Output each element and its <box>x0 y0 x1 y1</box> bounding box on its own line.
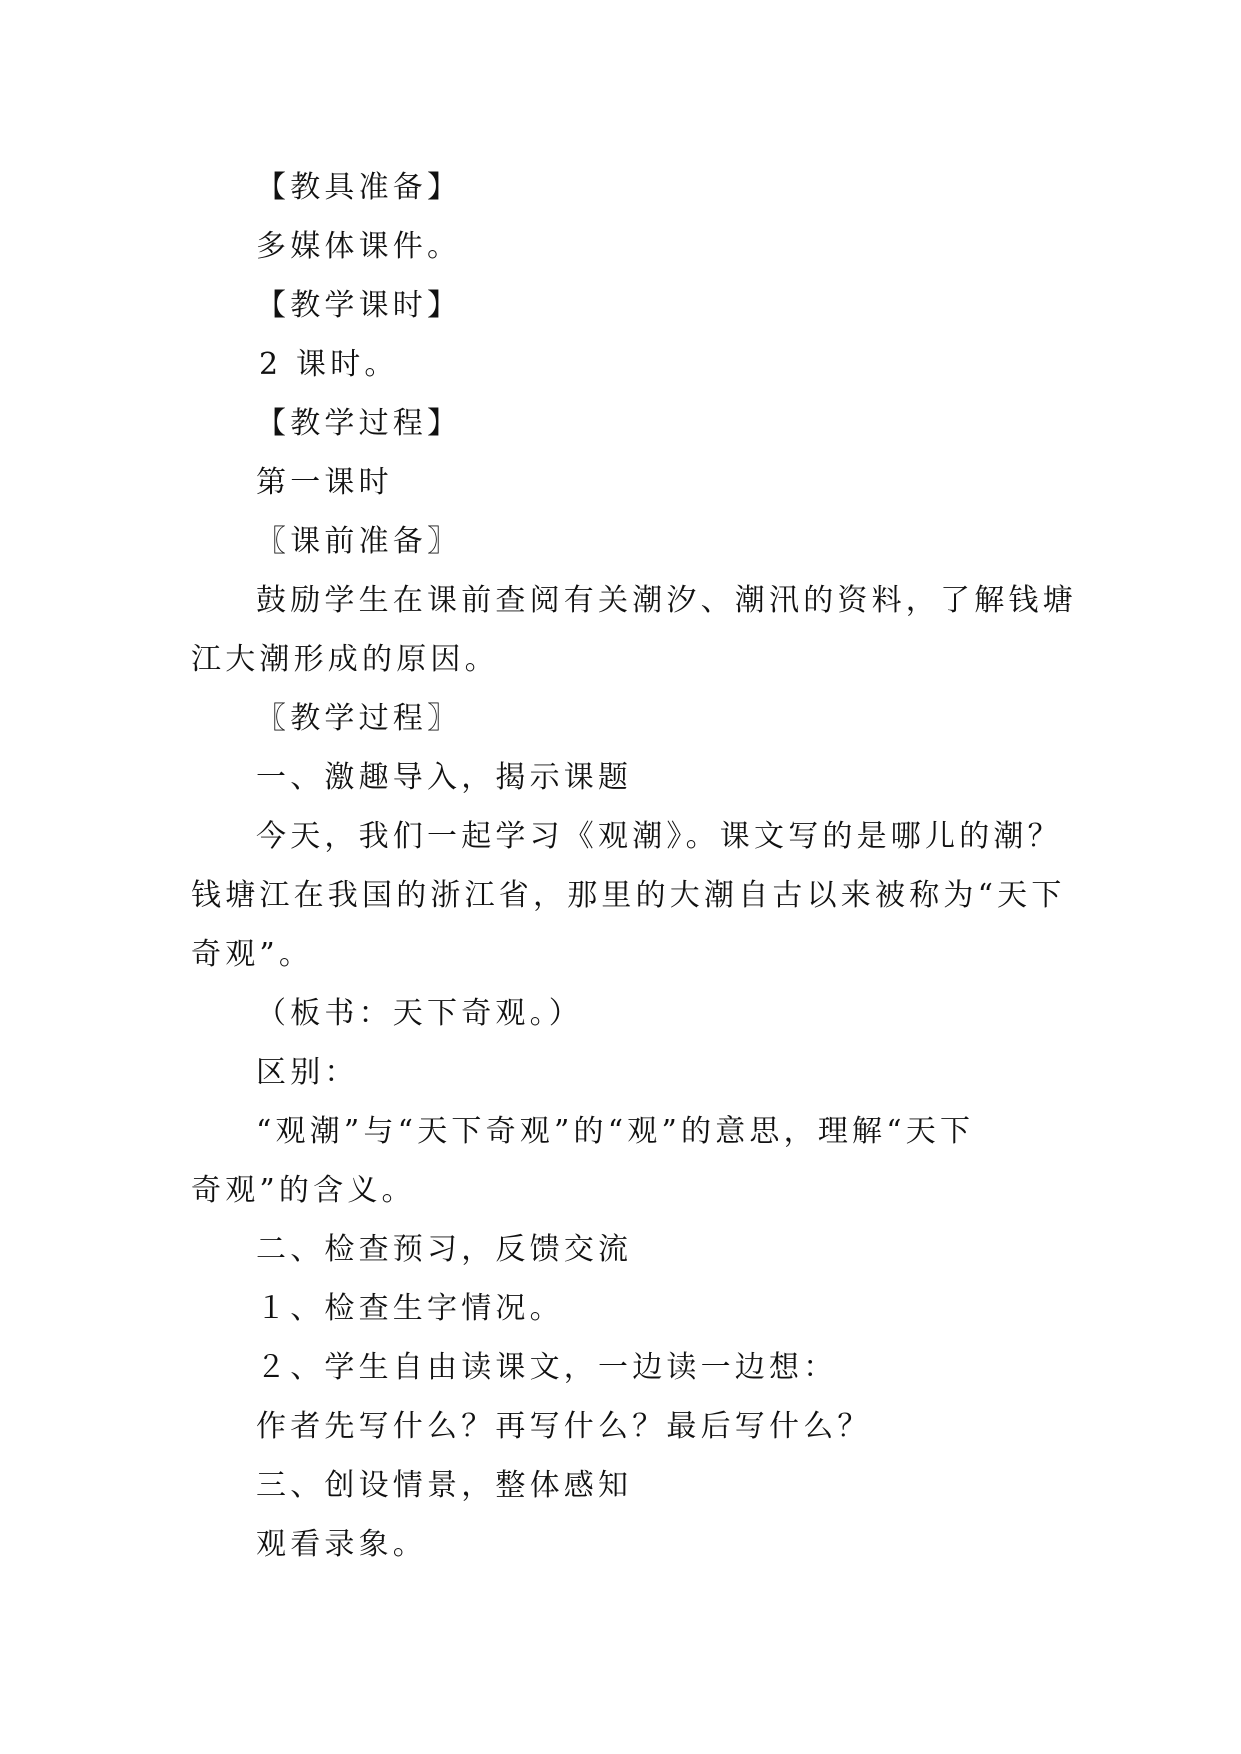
paragraph-line: 江大潮形成的原因。 <box>191 642 499 677</box>
paragraph-line: 2 课时。 <box>259 347 399 382</box>
paragraph-line: 奇观”的含义。 <box>191 1173 416 1208</box>
paragraph-line: 钱塘江在我国的浙江省，那里的大潮自古以来被称为“天下 <box>191 878 1066 913</box>
paragraph-line: 今天，我们一起学习《观潮》。课文写的是哪儿的潮？ <box>256 819 1062 854</box>
subheading-preparation: 〖课前准备〗 <box>256 524 462 559</box>
paragraph-line: 区别： <box>256 1055 359 1090</box>
paragraph-line: 多媒体课件。 <box>256 229 462 264</box>
step-heading-3: 三、创设情景，整体感知 <box>256 1468 633 1503</box>
subheading-first-lesson: 第一课时 <box>256 465 393 500</box>
section-heading-class-hours: 【教学课时】 <box>256 288 462 323</box>
subheading-process: 〖教学过程〗 <box>256 701 462 736</box>
list-item: １、检查生字情况。 <box>256 1291 564 1326</box>
section-heading-teaching-process: 【教学过程】 <box>256 406 462 441</box>
paragraph-line: 作者先写什么？再写什么？最后写什么？ <box>256 1409 872 1444</box>
document-body <box>191 158 1077 1574</box>
paragraph-line: 观看录象。 <box>256 1527 427 1562</box>
paragraph-line: 奇观”。 <box>191 937 314 972</box>
list-item: ２、学生自由读课文，一边读一边想： <box>256 1350 838 1385</box>
step-heading-2: 二、检查预习，反馈交流 <box>256 1232 633 1267</box>
paragraph-line: “观潮”与“天下奇观”的“观”的意思，理解“天下 <box>256 1114 975 1149</box>
step-heading-1: 一、激趣导入，揭示课题 <box>256 760 633 795</box>
blackboard-note: （板书：天下奇观。） <box>256 996 583 1031</box>
paragraph-line: 鼓励学生在课前查阅有关潮汐、潮汛的资料，了解钱塘 <box>256 583 1077 618</box>
section-heading-teaching-aids: 【教具准备】 <box>256 170 462 205</box>
